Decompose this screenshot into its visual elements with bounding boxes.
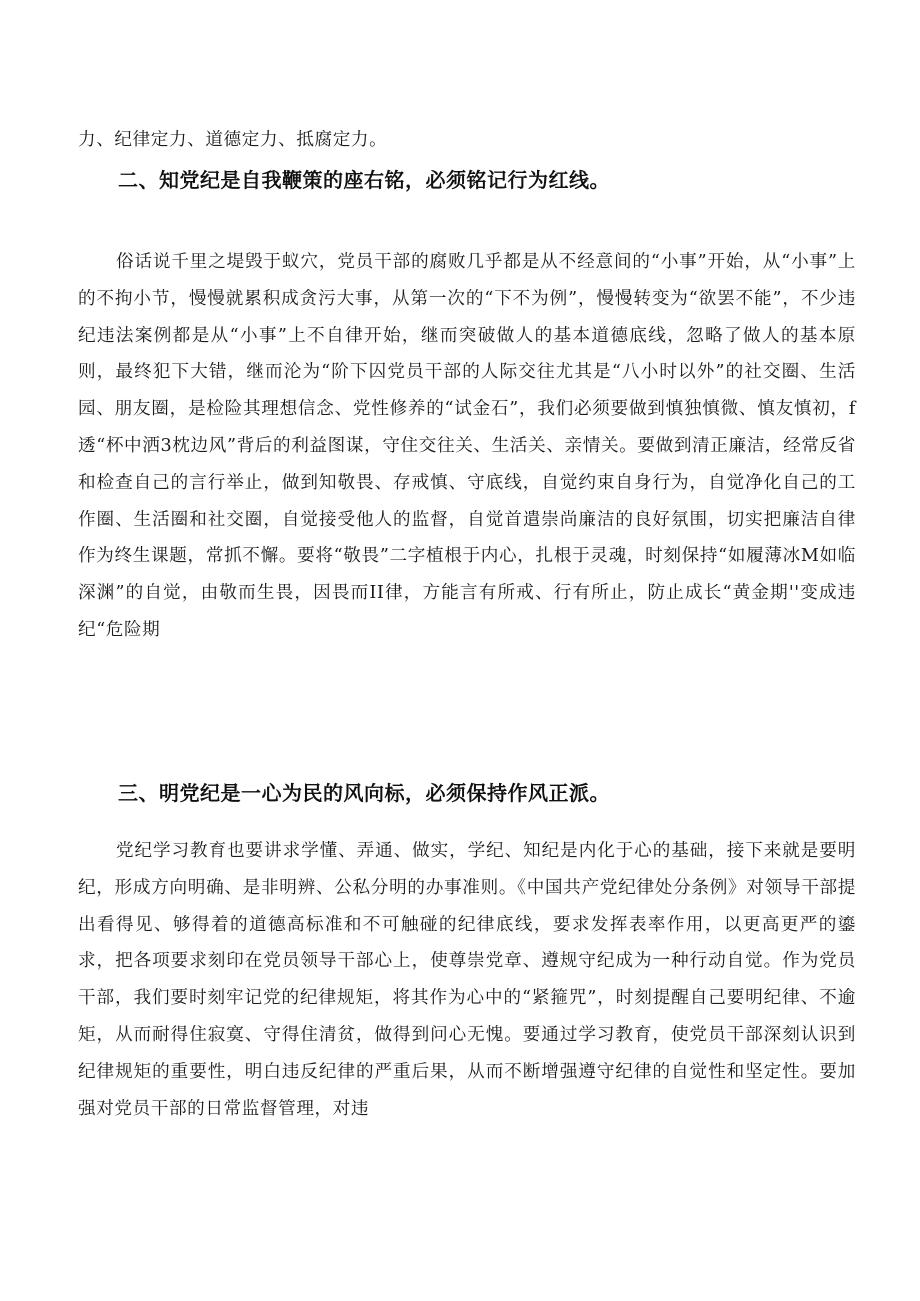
section-3-paragraph: 党纪学习教育也要讲求学懂、弄通、做实，学纪、知纪是内化于心的基础，接下来就是要明纪，形成方向明确、是非明辨、公私分明的办事准则。《中国共产党纪律处分条例》对领导干部提出看得见、够得着的道德高标准和不可触碰的纪律底线，要求发挥表率作用，以更高更严的鎏求，把各项要求刻印在党员领导干部心上，使尊崇党章、遵规守纪成为一种行动自觉。作为党员干部，我们要时刻牢记党的纪律规矩，将其作为心中的“紧箍咒”，时刻提醒自己要明纪律、不逾矩，从而耐得住寂寞、守得住清贫，做得到问心无愧。要通过学习教育，使党员干部深刻认识到纪律规矩的重要性，明白违反纪律的严重后果，从而不断增强遵守纪律的自觉性和坚定性。要加强对党员干部的日常监督管理，对违: [78, 841, 856, 1119]
section-2-heading: 二、知党纪是自我鞭策的座右铭，必须铭记行为红线。: [118, 168, 610, 192]
continuation-paragraph: 力、纪律定力、道德定力、抵腐定力。: [78, 130, 388, 150]
section-3-heading: 三、明党纪是一心为民的风向标，必须保持作风正派。: [118, 781, 610, 805]
section-2-paragraph: 俗话说千里之堤毁于蚁穴，党员干部的腐败几乎都是从不经意间的“小事”开始，从“小事”上的不拘小节，慢慢就累积成贪污大事，从第一次的“下不为例”，慢慢转变为“欲罢不能”，不少违纪违法案例都是从“小事”上不自律开始，继而突破做人的基本道德底线，忽略了做人的基本原则，最终犯下大错，继而沦为“阶下囚党员干部的人际交往尤其是“八小时以外”的社交圈、生活园、朋友圈，是检险其理想信念、党性修养的“试金石”，我们必须要做到慎独慎微、慎友慎初，f透“杯中洒3枕边风”背后的利益图谋，守住交往关、生活关、亲情关。要做到清正廉洁，经常反省和检查自己的言行举止，做到知敬畏、存戒慎、守底线，自觉约束自身行为，自觉净化自己的工作圈、生活圈和社交圈，自觉接受他人的监督，自觉首遣崇尚廉洁的良好氛围，切实把廉洁自律作为终生课题，常抓不懈。要将“敬畏”二字植根于内心，扎根于灵魂，时刻保持“如履薄冰M如临深渊”的自觉，由敬而生畏，因畏而II律，方能言有所戒、行有所止，防止成长“黄金期''变成违纪“危险期: [78, 252, 856, 640]
